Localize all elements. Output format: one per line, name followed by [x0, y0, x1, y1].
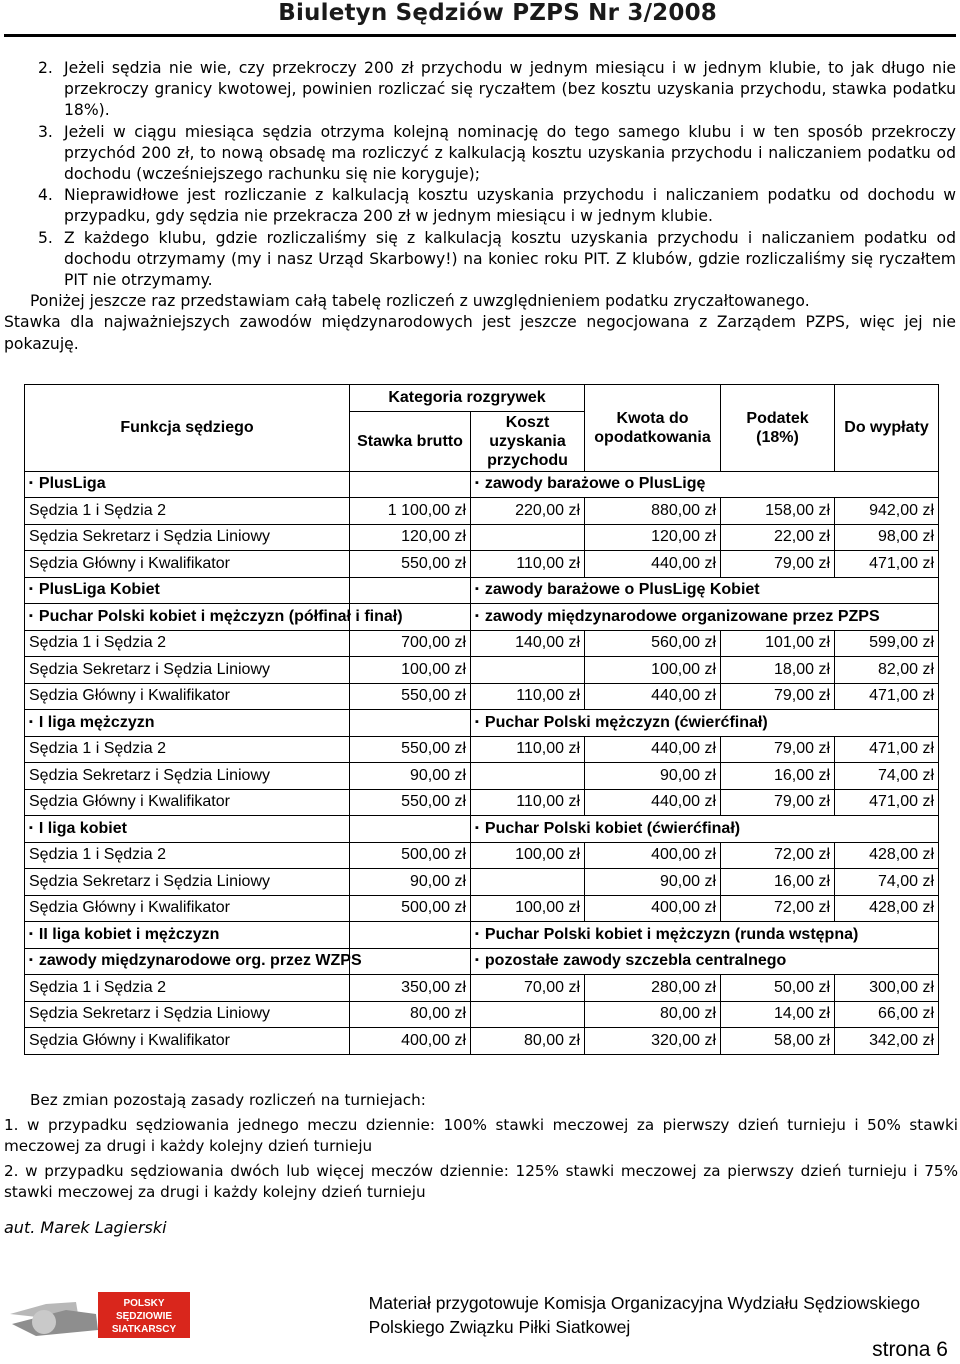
referee-function-cell: Sędzia 1 i Sędzia 2 — [25, 630, 350, 657]
item-text: Z każdego klubu, gdzie rozliczaliśmy się z kalkulacją kosztu uzyskania przychodu i naliczaniem podatku od dochodu otrzymamy (my i nasz Urząd Skarbowy!) na koniec roku PIT. Z klubów, gdzie rozliczaliśmy się ryczałtem PIT nie otrzymamy. — [64, 228, 956, 290]
amount-cell: 400,00 zł — [585, 895, 721, 922]
amount-cell: 320,00 zł — [585, 1028, 721, 1055]
competition-label: ▪ Puchar Polski kobiet i mężczyzn (półfinał i finał) — [25, 604, 350, 631]
rule-1: 1. w przypadku sędziowania jednego meczu dziennie: 100% stawki meczowej za pierwszy dzień turnieju i 50% stawki meczowej za drugi i każdy kolejny dzień turnieju — [4, 1116, 958, 1155]
empty-cell — [350, 710, 471, 737]
amount-cell: 72,00 zł — [721, 842, 835, 869]
amount-cell: 100,00 zł — [471, 895, 585, 922]
list-item — [4, 58, 956, 122]
header-podatek: Podatek (18%) — [721, 385, 835, 472]
amount-cell: 140,00 zł — [471, 630, 585, 657]
table-row — [25, 630, 939, 657]
amount-cell: 100,00 zł — [350, 657, 471, 684]
section-label-row — [25, 604, 939, 631]
amount-cell: 158,00 zł — [721, 498, 835, 525]
tournament-rules — [4, 1090, 958, 1207]
paragraph: Poniżej jeszcze raz przedstawiam całą tabelę rozliczeń z uwzględnieniem podatku zryczałtowanego. — [30, 292, 810, 311]
amount-cell: 120,00 zł — [350, 524, 471, 551]
amount-cell: 440,00 zł — [585, 789, 721, 816]
referee-function-cell: Sędzia Sekretarz i Sędzia Liniowy — [25, 1001, 350, 1028]
referee-function-cell: Sędzia Sekretarz i Sędzia Liniowy — [25, 763, 350, 790]
amount-cell — [471, 524, 585, 551]
amount-cell: 74,00 zł — [835, 869, 939, 896]
amount-cell: 400,00 zł — [585, 842, 721, 869]
competition-label: ▪ PlusLiga Kobiet — [25, 577, 350, 604]
footer-line-2: Polskiego Związku Piłki Siatkowej — [368, 1317, 631, 1337]
empty-cell — [350, 471, 471, 498]
item-text: Nieprawidłowe jest rozliczanie z kalkulacją kosztu uzyskania przychodu i naliczaniem podatku od dochodu w przypadku, gdy sędzia nie przekracza 200 zł w jednym miesiącu i w jednym klubie. — [64, 186, 956, 226]
referee-function-cell: Sędzia Główny i Kwalifikator — [25, 1028, 350, 1055]
amount-cell: 440,00 zł — [585, 736, 721, 763]
table-row — [25, 683, 939, 710]
table-row — [25, 524, 939, 551]
amount-cell: 98,00 zł — [835, 524, 939, 551]
amount-cell: 16,00 zł — [721, 869, 835, 896]
table-row — [25, 869, 939, 896]
amount-cell: 428,00 zł — [835, 895, 939, 922]
referee-function-cell: Sędzia 1 i Sędzia 2 — [25, 498, 350, 525]
amount-cell: 90,00 zł — [585, 869, 721, 896]
referee-function-cell: Sędzia 1 i Sędzia 2 — [25, 975, 350, 1002]
competition-label: ▪ pozostałe zawody szczebla centralnego — [471, 948, 939, 975]
item-number: 4. — [38, 186, 53, 205]
polscy-sedziowie-logo — [6, 1244, 206, 1350]
amount-cell: 280,00 zł — [585, 975, 721, 1002]
amount-cell — [471, 1001, 585, 1028]
section-label-row — [25, 710, 939, 737]
amount-cell: 550,00 zł — [350, 736, 471, 763]
header-divider — [4, 34, 956, 37]
amount-cell: 80,00 zł — [350, 1001, 471, 1028]
header-kwota: Kwota do opodatkowania — [585, 385, 721, 472]
amount-cell: 82,00 zł — [835, 657, 939, 684]
amount-cell: 550,00 zł — [350, 789, 471, 816]
amount-cell: 1 100,00 zł — [350, 498, 471, 525]
amount-cell: 342,00 zł — [835, 1028, 939, 1055]
amount-cell: 440,00 zł — [585, 683, 721, 710]
competition-label: ▪ zawody barażowe o PlusLigę — [471, 471, 939, 498]
amount-cell: 100,00 zł — [471, 842, 585, 869]
amount-cell: 50,00 zł — [721, 975, 835, 1002]
table-row — [25, 498, 939, 525]
rule-2: 2. w przypadku sędziowania dwóch lub więcej meczów dziennie: 125% stawki meczowej za pierwszy dzień turnieju i 75% stawki meczowej za drugi i każdy kolejny dzień turnieju — [4, 1162, 958, 1201]
empty-cell — [350, 922, 471, 949]
section-label-row — [25, 816, 939, 843]
amount-cell: 90,00 zł — [585, 763, 721, 790]
item-number: 2. — [38, 59, 53, 77]
amount-cell: 74,00 zł — [835, 763, 939, 790]
list-item — [4, 185, 956, 227]
referee-function-cell: Sędzia Główny i Kwalifikator — [25, 895, 350, 922]
amount-cell: 440,00 zł — [585, 551, 721, 578]
item-text: Jeżeli sędzia nie wie, czy przekroczy 200 zł przychodu w jednym miesiącu i w jednym klubie, to jak długo nie przekroczy granicy kwotowej, powinien rozliczać się ryczałtem (bez kosztu uzyskania przychodu, stawka podatku 18%). — [64, 59, 956, 120]
amount-cell: 880,00 zł — [585, 498, 721, 525]
amount-cell — [471, 763, 585, 790]
amount-cell: 120,00 zł — [585, 524, 721, 551]
header-koszt: Koszt uzyskania przychodu — [471, 411, 585, 471]
header-funkcja: Funkcja sędziego — [25, 385, 350, 472]
amount-cell: 471,00 zł — [835, 551, 939, 578]
referee-function-cell: Sędzia Sekretarz i Sędzia Liniowy — [25, 524, 350, 551]
referee-function-cell: Sędzia Główny i Kwalifikator — [25, 789, 350, 816]
amount-cell: 90,00 zł — [350, 763, 471, 790]
table-row — [25, 975, 939, 1002]
amount-cell: 110,00 zł — [471, 683, 585, 710]
amount-cell: 220,00 zł — [471, 498, 585, 525]
table-row — [25, 1001, 939, 1028]
referee-function-cell: Sędzia Sekretarz i Sędzia Liniowy — [25, 869, 350, 896]
amount-cell: 80,00 zł — [471, 1028, 585, 1055]
competition-label: ▪ Puchar Polski mężczyzn (ćwierćfinał) — [471, 710, 939, 737]
amount-cell: 101,00 zł — [721, 630, 835, 657]
competition-label: ▪ PlusLiga — [25, 471, 350, 498]
footer-line-1: Materiał przygotowuje Komisja Organizacyjna Wydziału Sędziowskiego — [368, 1293, 920, 1313]
amount-cell: 16,00 zł — [721, 763, 835, 790]
amount-cell: 79,00 zł — [721, 551, 835, 578]
empty-cell — [350, 577, 471, 604]
amount-cell: 428,00 zł — [835, 842, 939, 869]
amount-cell: 79,00 zł — [721, 736, 835, 763]
table-row — [25, 551, 939, 578]
table-row — [25, 842, 939, 869]
table-row — [25, 736, 939, 763]
rates-table — [24, 384, 939, 1055]
amount-cell: 80,00 zł — [585, 1001, 721, 1028]
page-number: strona 6 — [872, 1338, 948, 1361]
competition-label: ▪ zawody barażowe o PlusLigę Kobiet — [471, 577, 939, 604]
amount-cell: 14,00 zł — [721, 1001, 835, 1028]
amount-cell: 560,00 zł — [585, 630, 721, 657]
table-row — [25, 1028, 939, 1055]
list-item — [4, 122, 956, 186]
competition-label: ▪ II liga kobiet i mężczyzn — [25, 922, 350, 949]
amount-cell: 550,00 zł — [350, 683, 471, 710]
list-item — [4, 228, 956, 292]
item-number: 5. — [38, 228, 53, 247]
amount-cell: 79,00 zł — [721, 683, 835, 710]
intro-text — [4, 58, 956, 355]
bulletin-title: Biuletyn Sędziów PZPS Nr 3/2008 — [278, 0, 717, 26]
amount-cell — [471, 869, 585, 896]
competition-label: ▪ Puchar Polski kobiet (ćwierćfinał) — [471, 816, 939, 843]
referee-function-cell: Sędzia Główny i Kwalifikator — [25, 551, 350, 578]
rules-lead: Bez zmian pozostają zasady rozliczeń na turniejach: — [30, 1091, 426, 1109]
amount-cell: 110,00 zł — [471, 551, 585, 578]
amount-cell: 58,00 zł — [721, 1028, 835, 1055]
item-text: Jeżeli w ciągu miesiąca sędzia otrzyma kolejną nominację do tego samego klubu i w ten sposób przekroczy przychód 200 zł, to nową obsadę ma rozliczyć z kalkulacją kosztu uzyskania przychodu i naliczaniem podatku od dochodu (wcześniejszego rachunku się nie koryguje); — [64, 122, 956, 184]
paragraph: Stawka dla najważniejszych zawodów międzynarodowych jest jeszcze negocjowana z Zarządem PZPS, więc jej nie pokazuję. — [4, 313, 956, 353]
amount-cell: 350,00 zł — [350, 975, 471, 1002]
referee-function-cell: Sędzia 1 i Sędzia 2 — [25, 842, 350, 869]
amount-cell: 599,00 zł — [835, 630, 939, 657]
empty-cell — [350, 816, 471, 843]
amount-cell: 400,00 zł — [350, 1028, 471, 1055]
referee-function-cell: Sędzia Główny i Kwalifikator — [25, 683, 350, 710]
amount-cell: 79,00 zł — [721, 789, 835, 816]
amount-cell: 700,00 zł — [350, 630, 471, 657]
svg-text:SIATKARSCY: SIATKARSCY — [111, 1324, 177, 1335]
referee-function-cell: Sędzia 1 i Sędzia 2 — [25, 736, 350, 763]
referee-function-cell: Sędzia Sekretarz i Sędzia Liniowy — [25, 657, 350, 684]
author: aut. Marek Lagierski — [4, 1218, 167, 1237]
section-label-row — [25, 922, 939, 949]
competition-label: ▪ zawody międzynarodowe org. przez WZPS — [25, 948, 350, 975]
table-row — [25, 657, 939, 684]
competition-label: ▪ Puchar Polski kobiet i mężczyzn (runda wstępna) — [471, 922, 939, 949]
amount-cell: 70,00 zł — [471, 975, 585, 1002]
amount-cell: 471,00 zł — [835, 683, 939, 710]
amount-cell — [471, 657, 585, 684]
competition-label: ▪ I liga mężczyzn — [25, 710, 350, 737]
amount-cell: 471,00 zł — [835, 736, 939, 763]
amount-cell: 300,00 zł — [835, 975, 939, 1002]
item-number: 3. — [38, 122, 53, 141]
table-row — [25, 789, 939, 816]
header-stawka: Stawka brutto — [350, 411, 471, 471]
amount-cell: 110,00 zł — [471, 789, 585, 816]
amount-cell: 66,00 zł — [835, 1001, 939, 1028]
competition-label: ▪ zawody międzynarodowe organizowane przez PZPS — [471, 604, 939, 631]
table-row — [25, 763, 939, 790]
header-wyplata: Do wypłaty — [835, 385, 939, 472]
footer-note — [369, 1291, 920, 1339]
table-row — [25, 895, 939, 922]
amount-cell: 500,00 zł — [350, 842, 471, 869]
amount-cell: 100,00 zł — [585, 657, 721, 684]
section-label-row — [25, 577, 939, 604]
amount-cell: 550,00 zł — [350, 551, 471, 578]
amount-cell: 110,00 zł — [471, 736, 585, 763]
amount-cell: 942,00 zł — [835, 498, 939, 525]
amount-cell: 90,00 zł — [350, 869, 471, 896]
amount-cell: 500,00 zł — [350, 895, 471, 922]
svg-text:POLSKY: POLSKY — [123, 1298, 165, 1309]
competition-label: ▪ I liga kobiet — [25, 816, 350, 843]
svg-text:SĘDZIOWIE: SĘDZIOWIE — [115, 1311, 173, 1322]
amount-cell: 72,00 zł — [721, 895, 835, 922]
section-label-row — [25, 948, 939, 975]
amount-cell: 22,00 zł — [721, 524, 835, 551]
empty-cell — [350, 948, 471, 975]
header-kategoria: Kategoria rozgrywek — [350, 385, 585, 412]
amount-cell: 471,00 zł — [835, 789, 939, 816]
section-label-row — [25, 471, 939, 498]
amount-cell: 18,00 zł — [721, 657, 835, 684]
